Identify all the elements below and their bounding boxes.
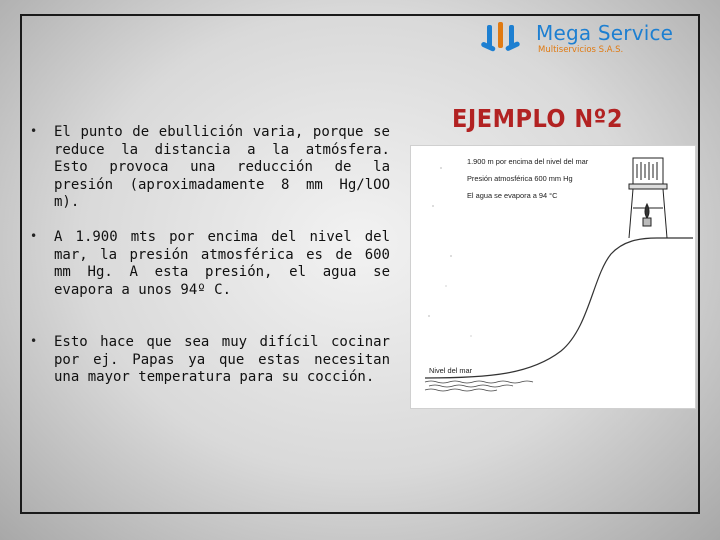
bullet-text: El punto de ebullición varia, porque se reduce la distancia a la atmósfera. Esto provoca una reducción de la presión (aproximadamente 8 mm Hg/lOO m).	[54, 124, 390, 210]
bullet-marker: •	[30, 229, 38, 243]
bullet-text: Esto hace que sea muy difícil cocinar por ej. Papas ya que estas necesitan una mayor temperatura para su cocción.	[54, 334, 390, 385]
three-figure-logo-icon	[478, 22, 522, 56]
figure-label-sea-level: Nivel del mar	[429, 366, 473, 375]
mountain-diagram	[411, 146, 697, 410]
slide-title: EJEMPLO Nº2	[452, 104, 624, 133]
figure-label-boiling: El agua se evapora a 94 °C	[467, 191, 558, 200]
bullet-text: A 1.900 mts por encima del nivel del mar, la presión atmosférica es de 600 mm Hg. A esta presión, el agua se evapora a unos 94º C.	[54, 229, 390, 298]
figure-label-pressure: Presión atmosférica 600 mm Hg	[467, 174, 573, 183]
figure-label-altitude: 1.900 m por encima del nivel del mar	[467, 157, 589, 166]
company-logo	[478, 20, 693, 60]
altitude-illustration	[410, 145, 696, 409]
bullet-marker: •	[30, 334, 38, 348]
bullet-marker: •	[30, 124, 38, 138]
boiling-pot-on-stove-icon	[629, 158, 667, 238]
sea-waves	[425, 381, 533, 391]
logo-tagline: Multiservicios S.A.S.	[538, 45, 624, 55]
mountain-slope	[425, 238, 693, 378]
logo-name: Mega Service	[536, 21, 674, 45]
